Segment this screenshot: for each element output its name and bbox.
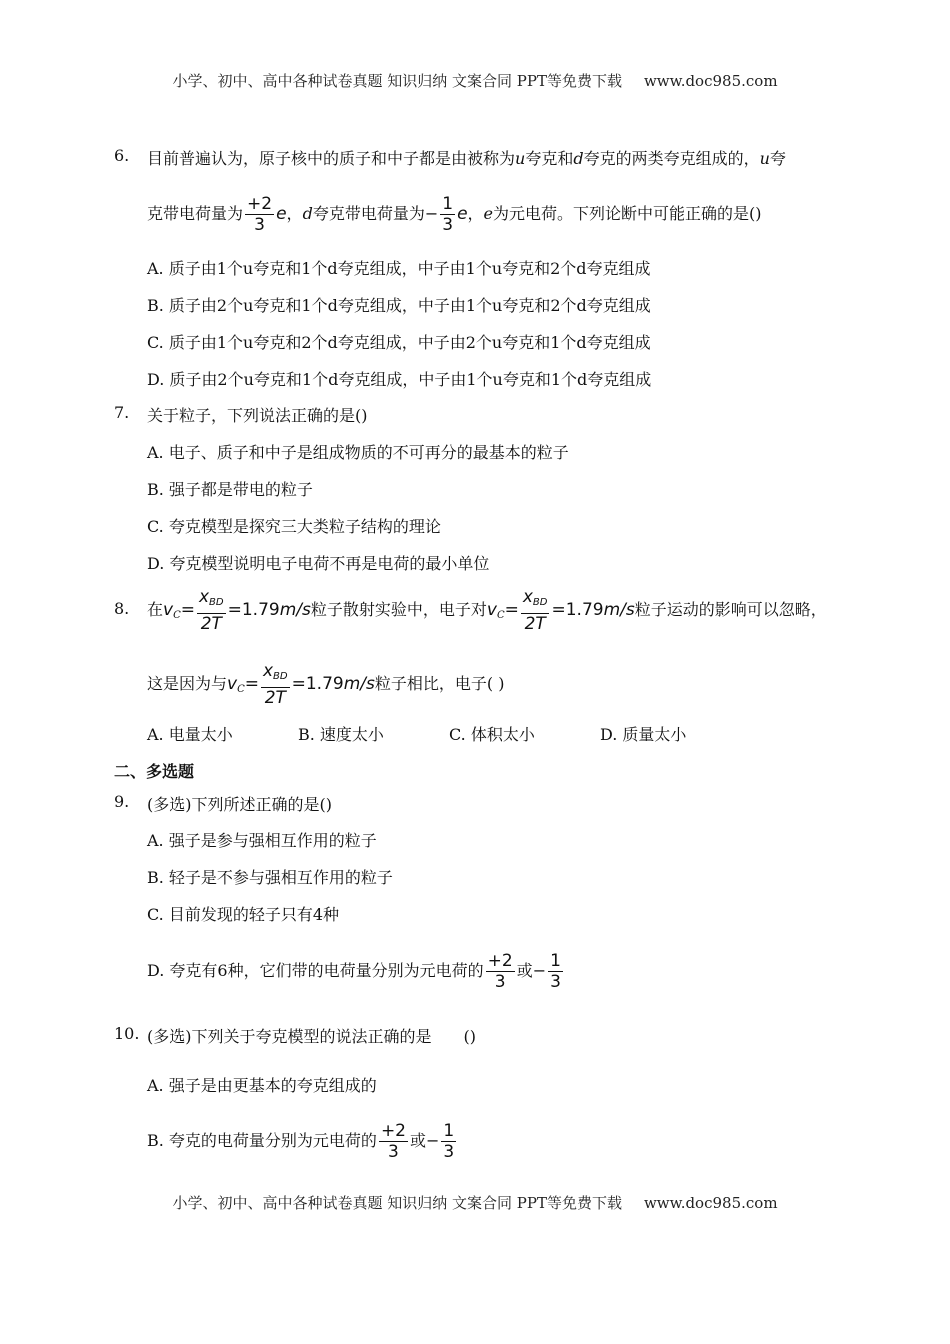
fraction: $\frac{+2}{3}$ [380,1121,406,1162]
q9-option-a: A. 强子是参与强相互作用的粒子 [147,831,377,850]
q7-option-d: D. 夸克模型说明电子电荷不再是电荷的最小单位 [147,554,490,573]
fraction: $\frac{+2}{3}$ [247,194,273,235]
q6-option-a: A. 质子由1个u夸克和1个d夸克组成，中子由1个u夸克和2个d夸克组成 [147,259,651,278]
q7-number: 7. [114,403,130,422]
q10-option-b: B. 夸克的电荷量分别为元电荷的 $\frac{+2}{3}$ 或− $\frac{1}{3}$ [147,1121,455,1162]
q8-option-c: C. 体积太小 [449,725,535,744]
page-footer [0,1192,950,1213]
q8-option-d: D. 质量太小 [600,725,687,744]
page-header [0,70,950,91]
fraction: $\frac{x_{BD}}{2T}$ [198,587,224,634]
q6-number: 6. [114,146,130,165]
q8-stem-line2: 这是因为与$v_C=$ $\frac{x_{BD}}{2T}$ =1.79m/s粒子相比，电子( ) [147,661,505,708]
q6-stem-line2: 克带电荷量为 $\frac{+2}{3}$ e，d夸克带电荷量为− $\frac{1}{3}$ e，e为元电荷。下列论断中可能正确的是() [147,194,762,235]
fraction: $\frac{1}{3}$ [442,194,454,235]
fraction: $\frac{+2}{3}$ [487,951,513,992]
q6-stem-line1: 目前普遍认为，原子核中的质子和中子都是由被称为u夸克和d夸克的两类夸克组成的，u夸 [147,149,786,168]
q7-option-a: A. 电子、质子和中子是组成物质的不可再分的最基本的粒子 [147,443,569,462]
q7-option-b: B. 强子都是带电的粒子 [147,480,313,499]
q8-option-a: A. 电量太小 [147,725,233,744]
q6-option-d: D. 质子由2个u夸克和1个d夸克组成，中子由1个u夸克和1个d夸克组成 [147,370,652,389]
q9-number: 9. [114,792,130,811]
q10-number: 10. [114,1024,140,1043]
q8-number: 8. [114,599,130,618]
q10-stem: (多选)下列关于夸克模型的说法正确的是 () [147,1027,476,1046]
fraction: $\frac{1}{3}$ [443,1121,455,1162]
q8-option-b: B. 速度太小 [298,725,384,744]
q10-option-a: A. 强子是由更基本的夸克组成的 [147,1076,377,1095]
q9-option-c: C. 目前发现的轻子只有4种 [147,905,340,924]
footer-text: 小学、初中、高中各种试卷真题 知识归纳 文案合同 PPT等免费下载 [172,1194,622,1212]
q8-stem-line1: 在$v_C=$ $\frac{x_{BD}}{2T}$ =1.79m/s粒子散射实验中，电子对$v_C=$ $\frac{x_{BD}}{2T}$ =1.79m/s粒子运动的影响可以忽略， [147,587,827,634]
header-site: www.doc985.com [643,72,778,90]
q7-stem: 关于粒子，下列说法正确的是() [147,406,368,425]
q9-stem: (多选)下列所述正确的是() [147,795,332,814]
q6-option-c: C. 质子由1个u夸克和2个d夸克组成，中子由2个u夸克和1个d夸克组成 [147,333,651,352]
q9-option-d: D. 夸克有6种，它们带的电荷量分别为元电荷的 $\frac{+2}{3}$ 或− $\frac{1}{3}$ [147,951,561,992]
fraction: $\frac{x_{BD}}{2T}$ [522,587,548,634]
header-text: 小学、初中、高中各种试卷真题 知识归纳 文案合同 PPT等免费下载 [172,72,622,90]
footer-site: www.doc985.com [643,1194,778,1212]
fraction: $\frac{1}{3}$ [550,951,561,992]
q7-option-c: C. 夸克模型是探究三大类粒子结构的理论 [147,517,441,536]
q9-option-b: B. 轻子是不参与强相互作用的粒子 [147,868,393,887]
section-heading: 二、多选题 [114,762,195,781]
fraction: $\frac{x_{BD}}{2T}$ [262,661,288,708]
q6-option-b: B. 质子由2个u夸克和1个d夸克组成，中子由1个u夸克和2个d夸克组成 [147,296,651,315]
